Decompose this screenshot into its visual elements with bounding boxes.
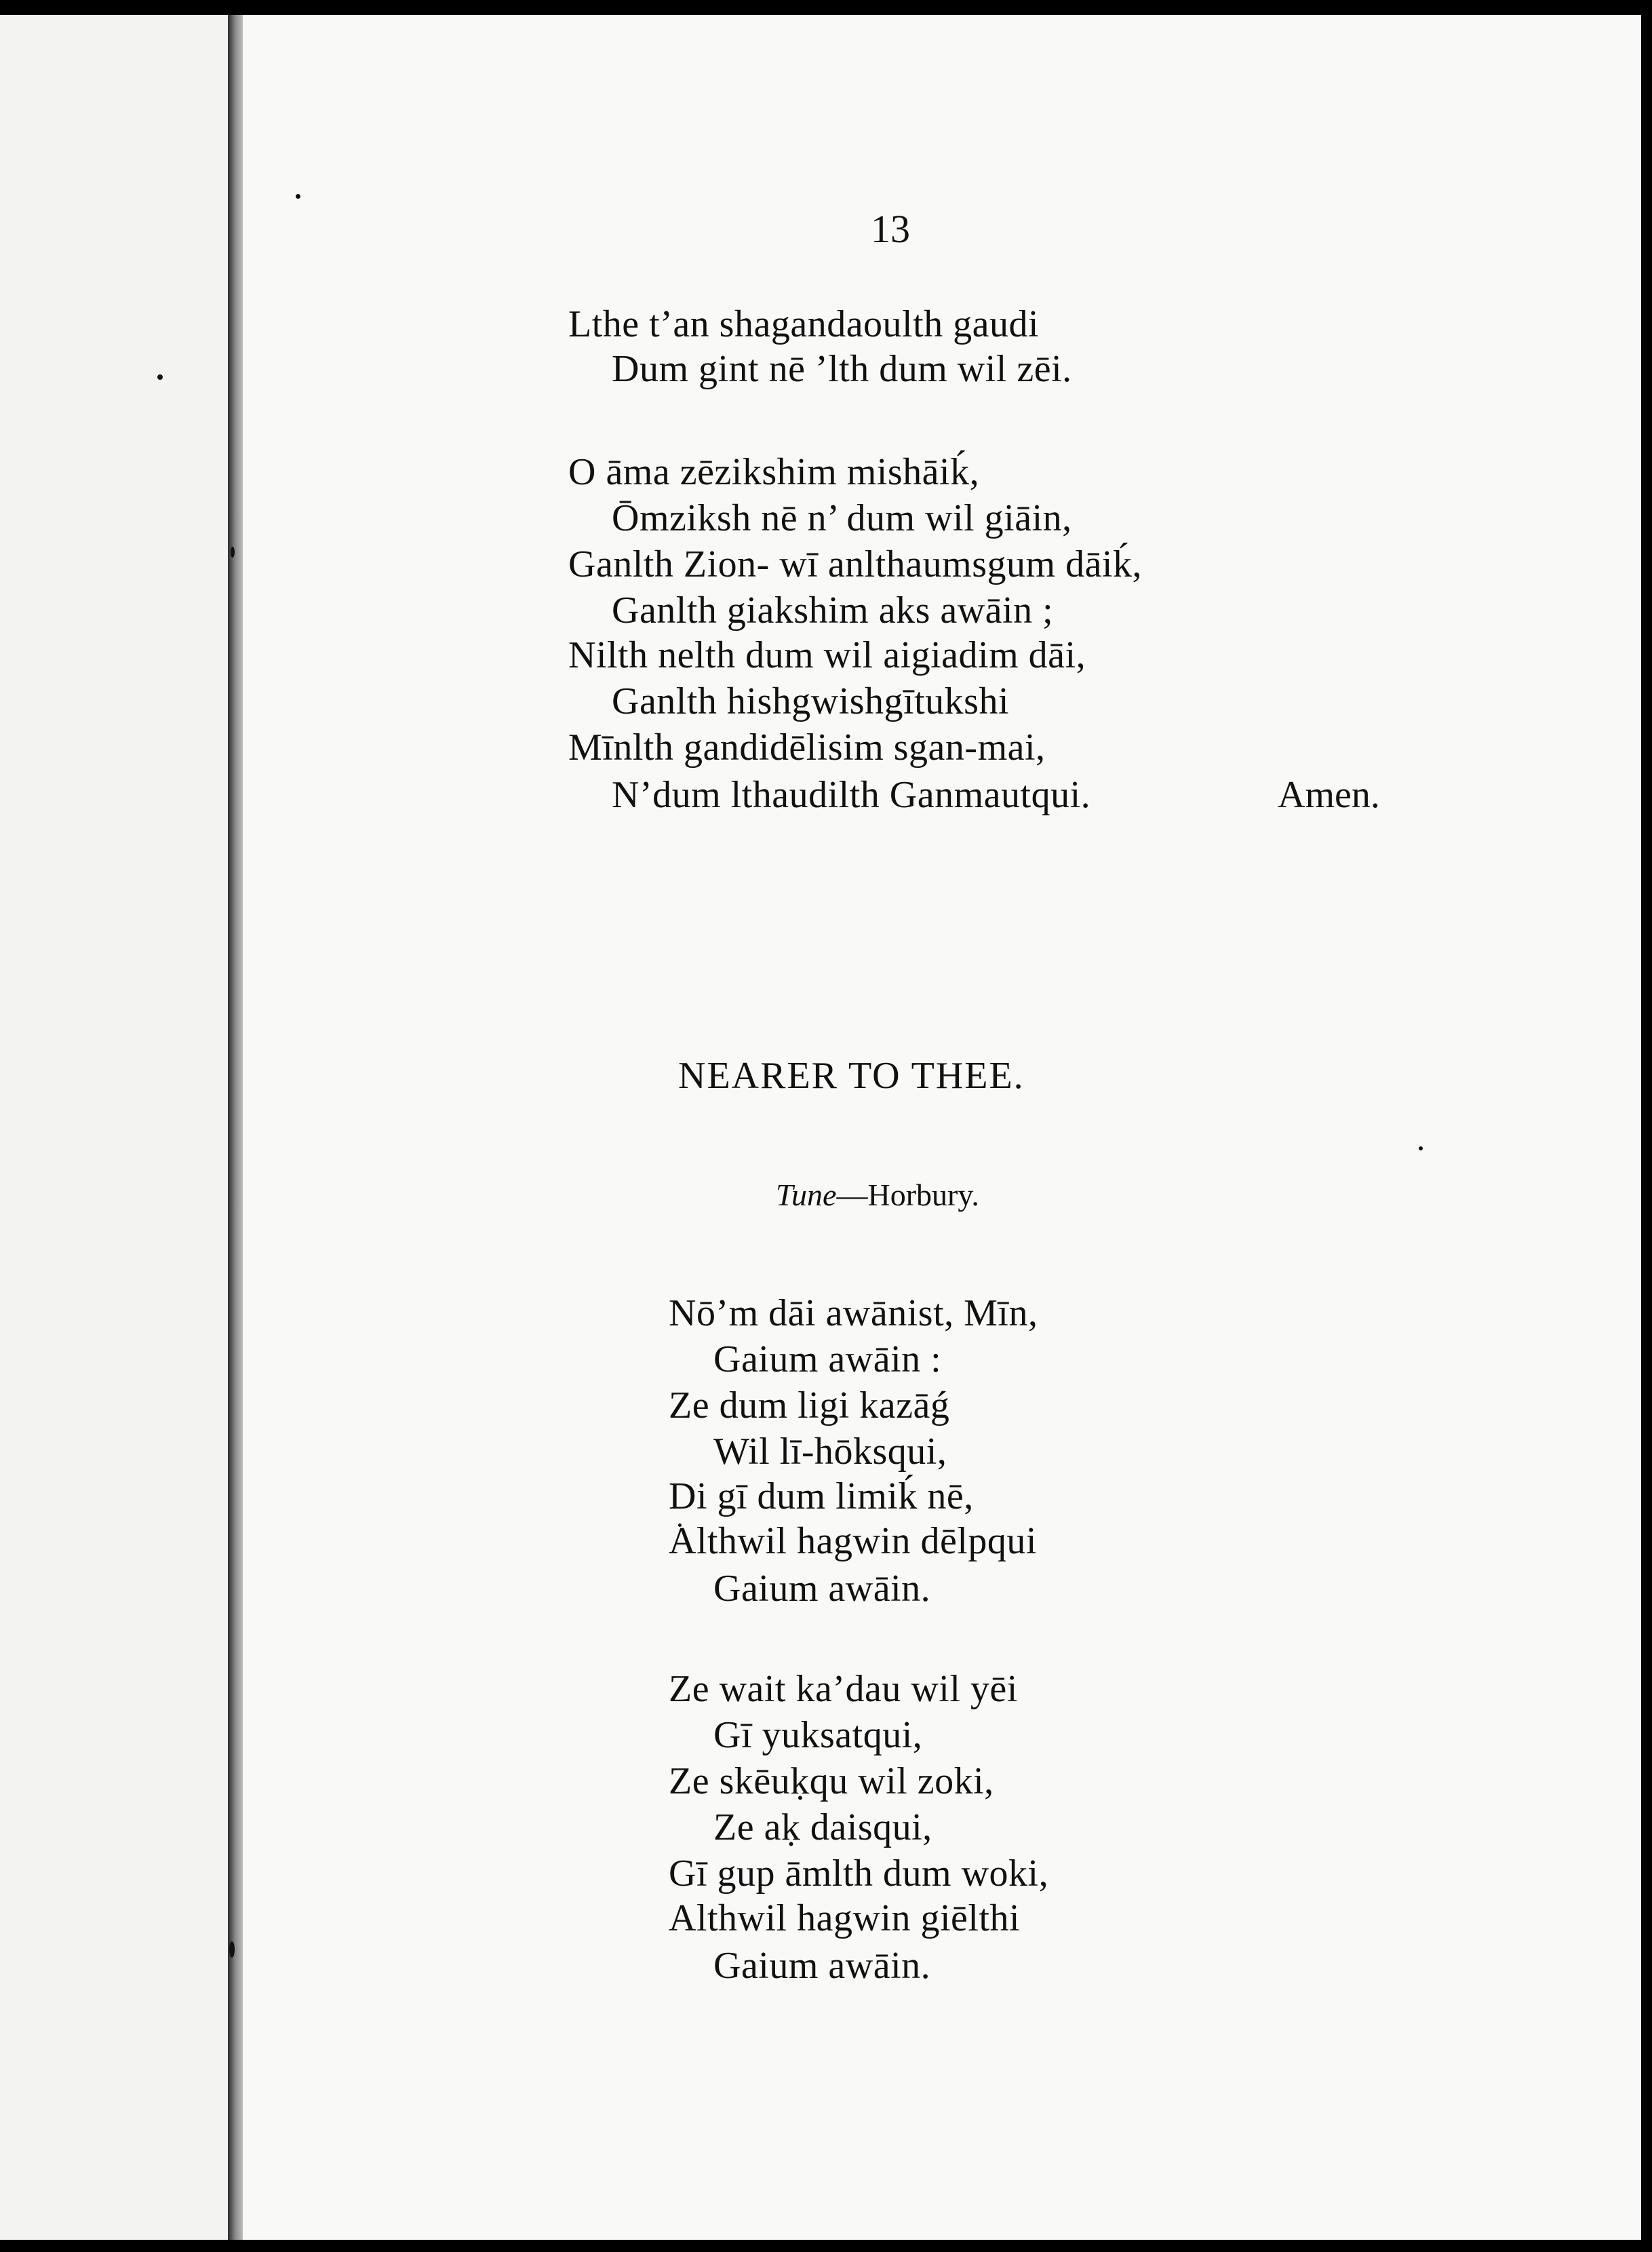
verse-line: Althwil hagwin dēlpqui	[669, 1520, 1037, 1562]
verse-line: O āma zēzikshim mishāiḱ,	[568, 451, 980, 493]
verse-line: Gī gup āmlth dum woki,	[669, 1852, 1049, 1895]
speck-mark	[229, 1941, 235, 1958]
verse-line: Lthe t’an shagandaoulth gaudi	[568, 303, 1040, 345]
verse-line: Althwil hagwin giēlthi	[669, 1897, 1021, 1939]
verse-line: Ze aḳ daisqui,	[713, 1806, 932, 1848]
verse-line: Ze wait ka’dau wil yēi	[669, 1668, 1018, 1710]
amen-closing: Amen.	[1278, 774, 1380, 816]
verse-line: Nilth nelth dum wil aigiadim dāi,	[568, 634, 1086, 676]
speck-mark	[157, 374, 163, 380]
verse-line: N’dum lthaudilth Ganmautqui.	[612, 774, 1091, 816]
tune-line	[776, 1176, 979, 1214]
verse-line: Ze dum ligi kazāǵ	[669, 1384, 950, 1426]
verse-line: Wil lī-hōksqui,	[713, 1431, 947, 1473]
verse-line: Ze skēuḳqu wil zoki,	[669, 1760, 994, 1802]
verse-line: Ōmziksh nē n’ dum wil giāin,	[612, 497, 1072, 539]
speck-mark	[231, 547, 235, 558]
tune-name: —Horbury.	[836, 1178, 979, 1212]
scan-border	[1641, 15, 1652, 2240]
tune-label: Tune	[776, 1178, 837, 1212]
verse-line: Ganlth Zion- wī anlthaumsgum dāiḱ,	[568, 543, 1142, 585]
verse-line: Ganlth giakshim aks awāin ;	[612, 589, 1054, 632]
page-number: 13	[871, 207, 910, 251]
verse-line: Di gī dum limiḱ nē,	[669, 1475, 974, 1517]
verse-line: Gaium awāin.	[713, 1945, 931, 1987]
verse-line: Nō’m dāi awānist, Mīn,	[669, 1292, 1038, 1334]
verse-line: Gaium awāin.	[713, 1568, 931, 1610]
speck-mark	[296, 194, 300, 199]
speck-mark	[1419, 1146, 1423, 1150]
book-gutter	[228, 15, 243, 2240]
hymn-title: NEARER TO THEE.	[678, 1055, 1025, 1097]
verse-line: Dum gint nē ’lth dum wil zēi.	[612, 348, 1072, 390]
verse-line: Gī yuksatqui,	[713, 1714, 923, 1756]
verse-line: Mīnlth gandidēlisim sgan-mai,	[568, 726, 1046, 769]
verse-line: Ganlth hishgwishgītukshi	[612, 680, 1010, 722]
verse-line: Gaium awāin :	[713, 1338, 942, 1380]
previous-page-edge	[0, 15, 228, 2240]
